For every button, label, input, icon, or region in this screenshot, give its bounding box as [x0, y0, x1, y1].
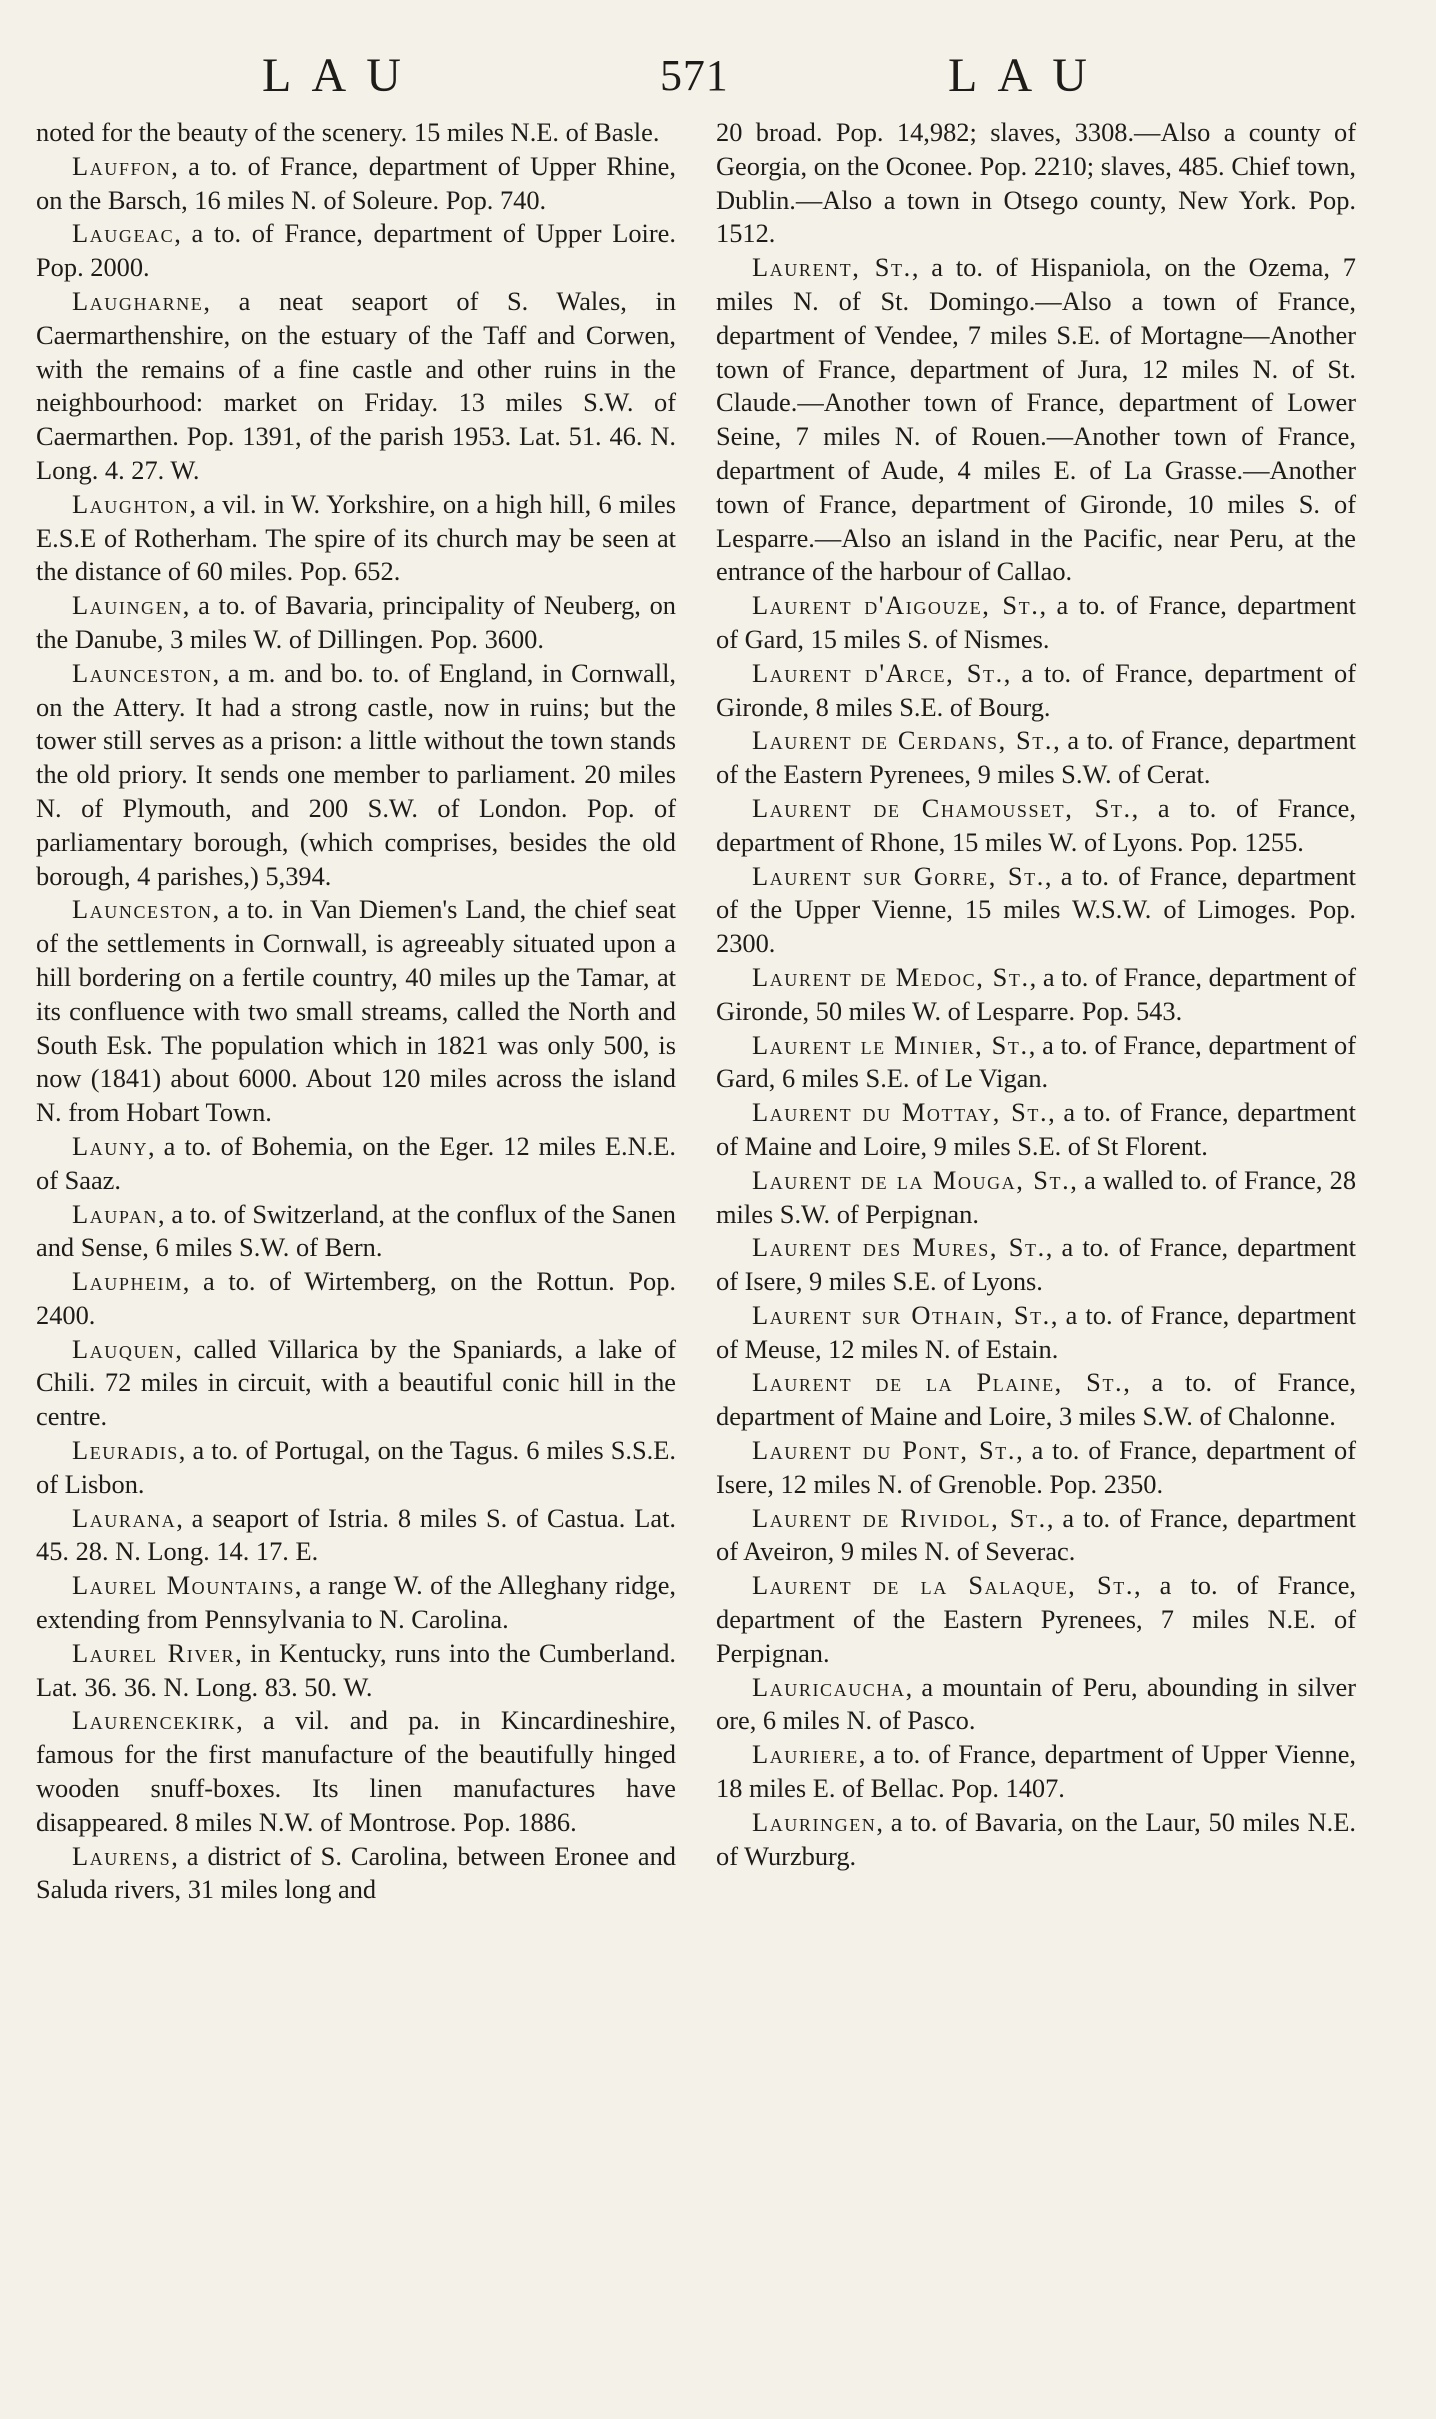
entry-headword: Lauricaucha — [752, 1671, 906, 1702]
entry-headword: Laurent de la Plaine — [752, 1367, 1055, 1398]
entry-text: , a to. of France, department of Aveiron, 9 miles N. of Severac. — [716, 1502, 1357, 1567]
entry-text: , a to. of France, department of Maine and Loire, 3 miles S.W. of Chalonne. — [716, 1367, 1356, 1432]
entry-text: , a mountain of Peru, abounding in silver ore, 6 miles N. of Pasco. — [716, 1671, 1356, 1736]
left-column — [36, 116, 676, 1907]
entry-headword: Laurent — [752, 252, 853, 283]
gazetteer-entry — [716, 251, 1356, 589]
entry-headword: Lauffon — [72, 150, 172, 181]
entry-headword-suffix: , St. — [998, 725, 1054, 756]
entry-headword: Laurent sur Othain — [752, 1299, 996, 1330]
entry-headword-suffix: , St. — [988, 860, 1045, 891]
entry-headword-suffix: , St. — [946, 657, 1004, 688]
entry-headword: Launceston — [72, 657, 213, 688]
entry-text: , called Villarica by the Spaniards, a lake of Chili. 72 miles in circuit, with a beautiful conic hill in the centre. — [36, 1333, 676, 1432]
entry-text: , a range W. of the Alleghany ridge, extending from Pennsylvania to N. Carolina. — [36, 1570, 677, 1635]
entry-headword-suffix: , St. — [982, 590, 1040, 621]
entry-text: noted for the beauty of the scenery. 15 miles N.E. of Basle. — [36, 117, 660, 147]
entry-headword-suffix: , St. — [995, 1299, 1051, 1330]
gazetteer-entry — [36, 1704, 676, 1839]
entry-headword-suffix: , St. — [852, 252, 912, 283]
gazetteer-entry — [716, 116, 1356, 251]
gazetteer-entry — [36, 657, 676, 894]
entry-headword-suffix: , St. — [992, 1097, 1049, 1128]
entry-headword: Laurel River — [72, 1637, 236, 1668]
entry-headword: Laurent de la Mouga — [752, 1164, 1017, 1195]
entry-headword: Lauriere — [752, 1739, 859, 1770]
entry-text: , in Kentucky, runs into the Cumberland. Lat. 36. 36. N. Long. 83. 50. W. — [36, 1637, 676, 1702]
gazetteer-entry — [716, 1299, 1356, 1367]
entry-text: , a to. of Wirtemberg, on the Rottun. Pop. 2400. — [36, 1266, 676, 1330]
entry-headword: Laurencekirk — [72, 1705, 237, 1736]
gazetteer-entry — [36, 893, 676, 1130]
entry-headword: Laurent sur Gorre — [752, 860, 989, 891]
entry-headword: Laurel Mountains — [72, 1570, 295, 1601]
gazetteer-entry — [716, 1502, 1356, 1570]
entry-headword: Laurent d'Aigouze — [752, 590, 983, 621]
entry-text: , a to. of France, department of Upper Vienne, 18 miles E. of Bellac. Pop. 1407. — [716, 1739, 1356, 1804]
entry-text: , a walled to. of France, 28 miles S.W. of Perpignan. — [716, 1164, 1357, 1229]
entry-text: , a seaport of Istria. 8 miles S. of Castua. Lat. 45. 28. N. Long. 14. 17. E. — [36, 1502, 676, 1567]
entry-headword: Laupheim — [72, 1266, 183, 1297]
entry-headword: Laurent de Medoc — [752, 961, 977, 992]
gazetteer-entry — [716, 1434, 1356, 1502]
entry-headword-suffix: , St. — [991, 1502, 1047, 1533]
entry-text: , a to. of France, department of Rhone, 15 miles W. of Lyons. Pop. 1255. — [716, 792, 1356, 857]
gazetteer-entry — [716, 1569, 1356, 1670]
entry-headword: Laurana — [72, 1502, 177, 1533]
gazetteer-entry — [36, 217, 676, 285]
entry-headword: Lauringen — [752, 1806, 877, 1837]
entry-headword: Launy — [72, 1130, 149, 1161]
entry-text: , a to. of France, department of the Upper Vienne, 15 miles W.S.W. of Limoges. Pop. 2300. — [716, 860, 1356, 959]
entry-headword: Laurent le Minier — [752, 1029, 976, 1060]
entry-headword-suffix: , St. — [1054, 1367, 1124, 1398]
entry-text: , a to. of France, department of the Eastern Pyrenees, 7 miles N.E. of Perpignan. — [716, 1570, 1357, 1668]
entry-text: , a to. of France, department of Meuse, 12 miles N. of Estain. — [716, 1299, 1356, 1364]
entry-headword: Laurent des Mures — [752, 1232, 990, 1263]
gazetteer-entry — [36, 150, 676, 218]
gazetteer-entry — [716, 1671, 1356, 1739]
entry-headword: Laughton — [72, 488, 190, 519]
entry-text: , a to. of Portugal, on the Tagus. 6 miles S.S.E. of Lisbon. — [36, 1435, 676, 1499]
entry-headword: Laurens — [72, 1840, 172, 1871]
entry-headword: Laurent de la Salaque — [752, 1570, 1069, 1601]
entry-text: , a neat seaport of S. Wales, in Caermarthenshire, on the estuary of the Taff and Corwen, with the remains of a fine castle and other ruins in the neighbourhood: market on Friday. 13 miles S.W. of Caermarthen. Pop. 1391, of the parish 1953. Lat. 51. 46. N. Long. 4. 27. W. — [36, 285, 676, 485]
gazetteer-entry — [716, 1164, 1356, 1232]
entry-text: , a to. of France, department of Gard, 6 miles S.E. of Le Vigan. — [716, 1029, 1356, 1094]
entry-headword-suffix: , St. — [975, 1029, 1029, 1060]
running-head-left: LAU — [262, 49, 422, 102]
gazetteer-entry — [36, 1840, 676, 1908]
entry-headword-suffix: , St. — [989, 1232, 1046, 1263]
entry-text: , a to. of France, department of Upper Loire. Pop. 2000. — [36, 218, 676, 283]
entry-headword: Laurent de Chamousset — [752, 792, 1066, 823]
gazetteer-entry — [716, 657, 1356, 725]
gazetteer-entry — [36, 1434, 676, 1502]
entry-headword: Laupan — [72, 1198, 158, 1229]
gazetteer-entry — [36, 1130, 676, 1198]
gazetteer-entry — [716, 589, 1356, 657]
running-head-right: LAU — [948, 49, 1108, 102]
entry-headword-suffix: , St. — [960, 1435, 1017, 1466]
gazetteer-entry — [36, 116, 676, 150]
page-number: 571 — [660, 51, 729, 100]
entry-text: , a to. of France, department of the Eastern Pyrenees, 9 miles S.W. of Cerat. — [716, 725, 1356, 790]
entry-headword: Laurent du Pont — [752, 1435, 961, 1466]
entry-text: , a to. of France, department of Maine and Loire, 9 miles S.E. of St Florent. — [716, 1097, 1356, 1161]
entry-headword: Laugeac — [72, 218, 175, 249]
entry-text: , a to. of Bavaria, principality of Neuberg, on the Danube, 3 miles W. of Dillingen. Pop. 3600. — [36, 590, 676, 654]
gazetteer-entry — [716, 1231, 1356, 1299]
entry-text: , a vil. in W. Yorkshire, on a high hill, 6 miles E.S.E of Rotherham. The spire of its church may be seen at the distance of 60 miles. Pop. 652. — [36, 488, 676, 587]
entry-text: , a to. of Switzerland, at the conflux of the Sanen and Sense, 6 miles S.W. of Bern. — [36, 1198, 676, 1263]
gazetteer-entry — [36, 1569, 676, 1637]
gazetteer-entry — [716, 1738, 1356, 1806]
entry-headword-suffix: , St. — [976, 961, 1030, 992]
entry-headword: Laugharne — [72, 285, 204, 316]
gazetteer-entry — [36, 1502, 676, 1570]
gazetteer-entry — [716, 1029, 1356, 1097]
gazetteer-entry — [36, 1333, 676, 1434]
gazetteer-entry — [36, 285, 676, 488]
entry-headword-suffix: , St. — [1065, 792, 1132, 823]
entry-text: , a district of S. Carolina, between Eronee and Saluda rivers, 31 miles long and — [36, 1840, 676, 1905]
gazetteer-entry — [716, 961, 1356, 1029]
entry-text: , a to. of France, department of Upper Rhine, on the Barsch, 16 miles N. of Soleure. Pop. 740. — [36, 150, 676, 215]
entry-headword-suffix: , St. — [1016, 1164, 1071, 1195]
gazetteer-entry — [36, 488, 676, 589]
gazetteer-entry — [716, 724, 1356, 792]
entry-headword: Lauingen — [72, 590, 183, 621]
entry-text: , a to. of Bohemia, on the Eger. 12 miles E.N.E. of Saaz. — [36, 1130, 676, 1195]
entry-text: , a to. of France, department of Gironde, 8 miles S.E. of Bourg. — [716, 657, 1356, 722]
entry-text: 20 broad. Pop. 14,982; slaves, 3308.—Also a county of Georgia, on the Oconee. Pop. 2210; slaves, 485. Chief town, Dublin.—Also a town in Otsego county, New York. Pop. 1512. — [716, 117, 1356, 249]
entry-headword: Laurent d'Arce — [752, 657, 947, 688]
gazetteer-entry — [36, 1265, 676, 1333]
entry-text: , a to. of France, department of Isere, 9 miles S.E. of Lyons. — [716, 1232, 1356, 1297]
gazetteer-entry — [716, 860, 1356, 961]
gazetteer-entry — [36, 589, 676, 657]
gazetteer-entry — [716, 1806, 1356, 1874]
entry-text: , a to. of Hispaniola, on the Ozema, 7 miles N. of St. Domingo.—Also a town of France, department of Vendee, 7 miles S.E. of Mortagne—Another town of France, department of Jura, 12 miles N. of St. Claude.—Another town of France, department of Lower Seine, 7 miles N. of Rouen.—Another town of France, department of Aude, 4 miles E. of La Grasse.—Another town of France, department of Gironde, 10 miles S. of Lesparre.—Also an island in the Pacific, near Peru, at the entrance of the harbour of Callao. — [716, 252, 1356, 587]
gazetteer-entry — [36, 1198, 676, 1266]
entry-headword: Lauquen — [72, 1333, 176, 1364]
entry-headword-suffix: , St. — [1068, 1570, 1135, 1601]
entry-headword: Launceston — [72, 894, 213, 925]
gazetteer-entry — [36, 1637, 676, 1705]
entry-headword: Leuradis — [72, 1435, 179, 1466]
gazetteer-entry — [716, 1096, 1356, 1164]
entry-text: , a to. of France, department of Gard, 15 miles S. of Nismes. — [716, 590, 1357, 654]
entry-headword: Laurent de Cerdans — [752, 725, 999, 756]
gazetteer-entry — [716, 792, 1356, 860]
gazetteer-entry — [716, 1366, 1356, 1434]
entry-text: , a to. in Van Diemen's Land, the chief seat of the settlements in Cornwall, is agreeably situated upon a hill bordering on a fertile country, 40 miles up the Tamar, at its confluence with two small streams, called the North and South Esk. The population which in 1821 was only 500, is now (1841) about 6000. About 120 miles across the island N. from Hobart Town. — [36, 894, 676, 1128]
entry-text: , a to. of Bavaria, on the Laur, 50 miles N.E. of Wurzburg. — [716, 1806, 1356, 1871]
entry-text: , a vil. and pa. in Kincardineshire, famous for the first manufacture of the beautifully hinged wooden snuff-boxes. Its linen manufactures have disappeared. 8 miles N.W. of Montrose. Pop. 1886. — [36, 1705, 676, 1837]
entry-text: , a to. of France, department of Gironde, 50 miles W. of Lesparre. Pop. 543. — [716, 961, 1356, 1026]
right-column — [716, 116, 1356, 1873]
entry-text: , a m. and bo. to. of England, in Cornwall, on the Attery. It had a strong castle, now in ruins; but the tower still serves as a prison: a little without the town stands the old priory. It sends one member to parliament. 20 miles N. of Plymouth, and 200 S.W. of London. Pop. of parliamentary borough, (which comprises, besides the old borough, 4 parishes,) 5,394. — [36, 657, 676, 891]
entry-text: , a to. of France, department of Isere, 12 miles N. of Grenoble. Pop. 2350. — [716, 1435, 1356, 1499]
entry-headword: Laurent de Rividol — [752, 1502, 992, 1533]
entry-headword: Laurent du Mottay — [752, 1097, 993, 1128]
